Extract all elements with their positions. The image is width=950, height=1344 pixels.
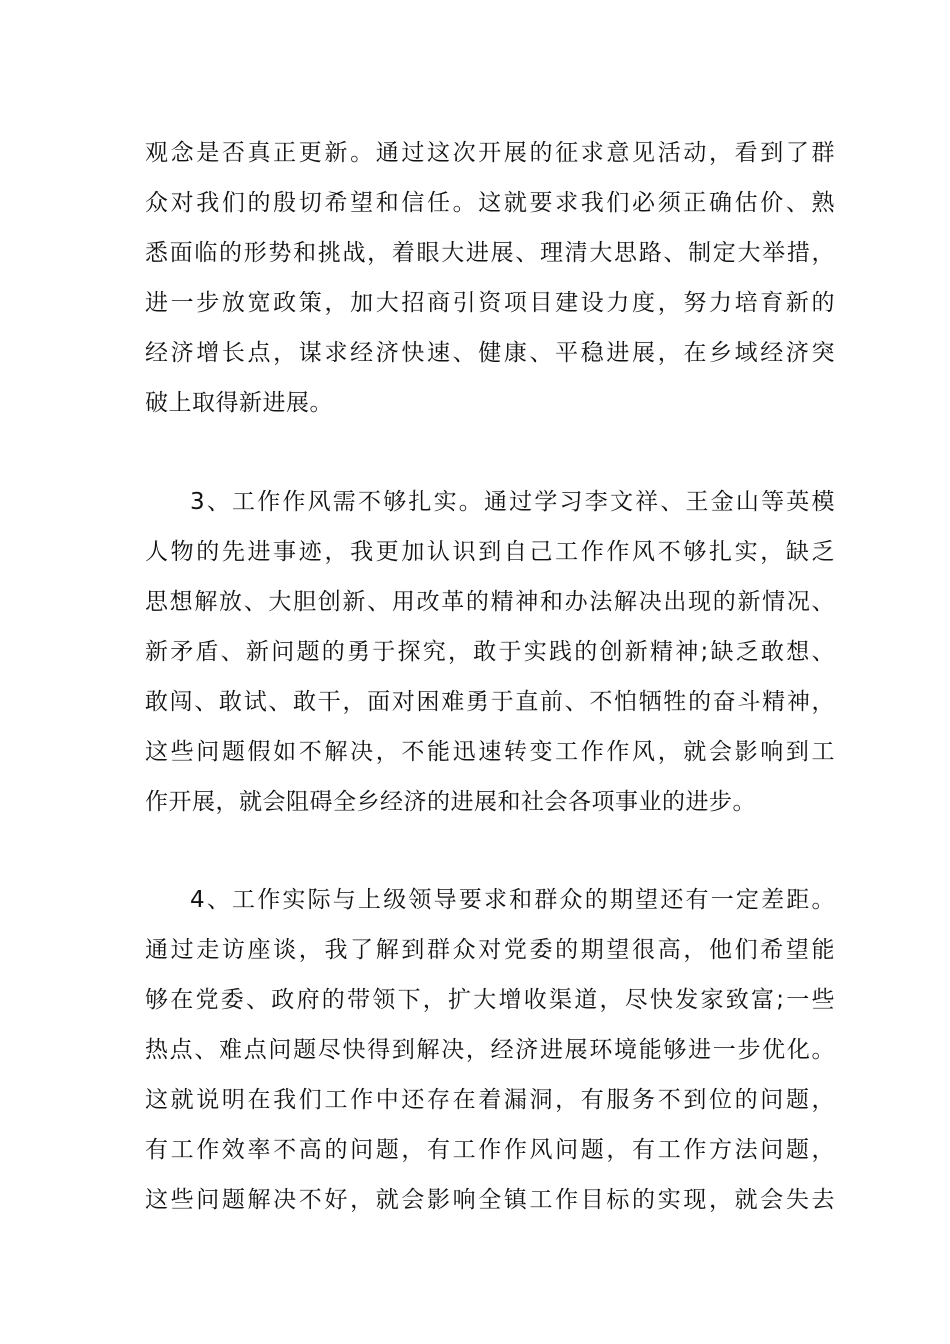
text-line: 这些问题假如不解决，不能迅速转变工作作风，就会影响到工 [145,739,835,765]
text-line: 够在党委、政府的带领下，扩大增收渠道，尽快发家致富;一些 [145,987,835,1013]
text-line: 悉面临的形势和挑战，着眼大进展、理清大思路、制定大举措， [145,240,835,266]
text-line: 这就说明在我们工作中还存在着漏洞，有服务不到位的问题， [145,1087,835,1113]
text-line: 敢闯、敢试、敢干，面对困难勇于直前、不怕牺牲的奋斗精神， [145,689,835,715]
text-line: 进一步放宽政策，加大招商引资项目建设力度，努力培育新的 [145,290,835,316]
text-line: 新矛盾、新问题的勇于探究，敢于实践的创新精神;缺乏敢想、 [145,639,835,665]
text-line: 经济增长点，谋求经济快速、健康、平稳进展，在乡域经济突 [145,340,835,366]
text-line: 这些问题解决不好，就会影响全镇工作目标的实现，就会失去 [145,1187,835,1213]
text-line: 通过走访座谈，我了解到群众对党委的期望很高，他们希望能 [145,937,835,963]
text-line: 破上取得新进展。 [145,390,333,416]
text-line: 观念是否真正更新。通过这次开展的征求意见活动，看到了群 [145,140,835,166]
text-line: 人物的先进事迹，我更加认识到自己工作作风不够扎实，缺乏 [145,539,835,565]
text-line: 热点、难点问题尽快得到解决，经济进展环境能够进一步优化。 [145,1037,835,1063]
text-line: 有工作效率不高的问题，有工作作风问题，有工作方法问题， [145,1137,835,1163]
paragraph-heading-line: 3、工作作风需不够扎实。通过学习李文祥、王金山等英模 [190,489,835,515]
text-line: 众对我们的殷切希望和信任。这就要求我们必须正确估价、熟 [145,190,835,216]
text-line: 思想解放、大胆创新、用改革的精神和办法解决出现的新情况、 [145,589,835,615]
text-line: 作开展，就会阻碍全乡经济的进展和社会各项事业的进步。 [145,789,756,815]
paragraph-heading-line: 4、工作实际与上级领导要求和群众的期望还有一定差距。 [190,887,835,913]
